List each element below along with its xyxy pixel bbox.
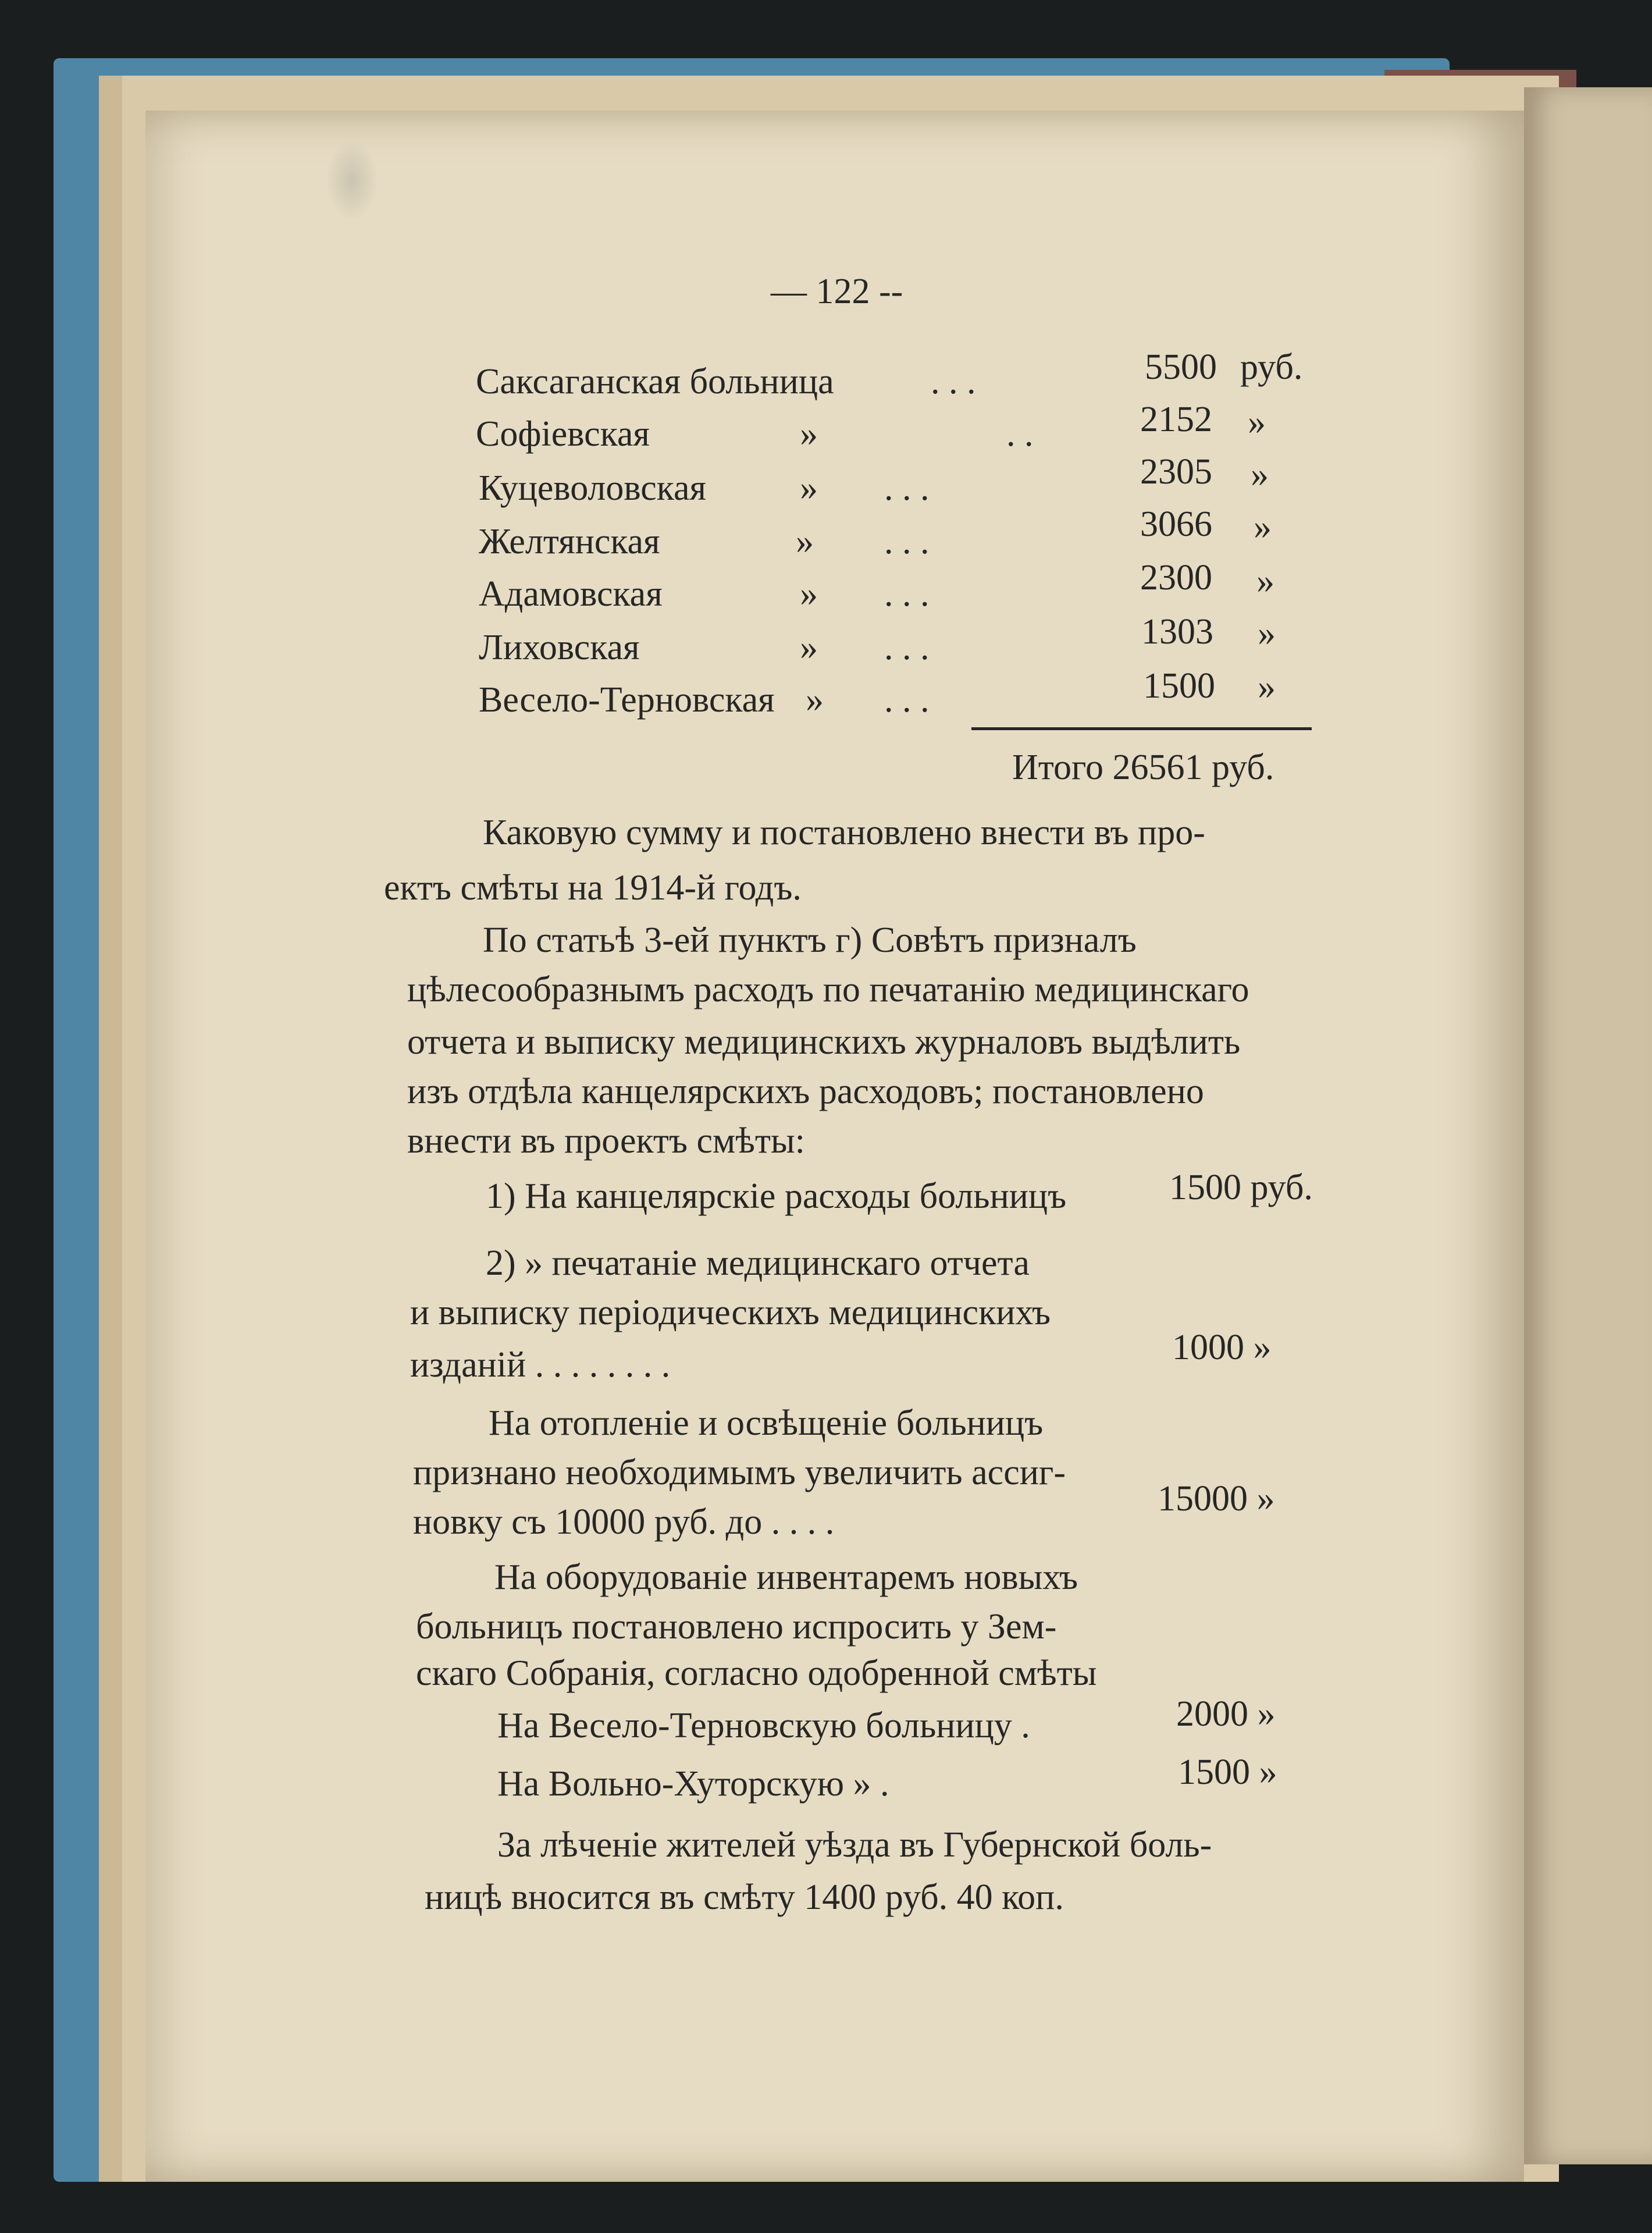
row-value: 2305 — [1140, 452, 1212, 492]
row-name: Куцеволовская — [479, 468, 707, 508]
text-line: новку съ 10000 руб. до . . . . — [413, 1502, 835, 1542]
book-page — [145, 111, 1524, 2182]
row-dots: . . . — [884, 574, 930, 614]
row-value: 1303 — [1141, 612, 1213, 652]
row-mark: » — [800, 468, 818, 508]
row-unit: » — [1256, 561, 1274, 601]
text-line: изданій . . . . . . . . — [410, 1345, 671, 1385]
text-line: внести въ проектъ смѣты: — [407, 1121, 805, 1161]
row-name: Адамовская — [479, 574, 663, 614]
row-name: Весело-Терновская — [479, 680, 775, 720]
text-line: скаго Собранія, согласно одобренной смѣты — [416, 1654, 1097, 1693]
expense-item: На Весело-Терновскую больницу . — [497, 1706, 1030, 1745]
row-unit: » — [1258, 667, 1276, 707]
next-page-edge — [1524, 87, 1652, 2164]
row-dots: . . . — [884, 628, 930, 667]
row-name: Лиховская — [479, 628, 640, 667]
expense-value: 1500 » — [1178, 1752, 1277, 1792]
row-unit: руб. — [1240, 347, 1303, 387]
row-name: Желтянская — [479, 522, 660, 561]
text-line: По статьѣ 3-ей пунктъ г) Совѣтъ призналъ — [483, 920, 1137, 960]
library-stamp — [326, 140, 378, 221]
row-dots: . . . — [884, 522, 930, 561]
row-unit: » — [1251, 455, 1269, 495]
text-line: цѣлесообразнымъ расходъ по печатанію медицинскаго — [407, 970, 1249, 1009]
row-unit: » — [1254, 507, 1272, 547]
row-mark: » — [796, 522, 814, 561]
row-dots: . . . — [884, 680, 930, 720]
text-line: Каковую сумму и постановлено внести въ про- — [483, 813, 1205, 852]
row-dots: . . . — [884, 468, 930, 508]
total-rule — [971, 727, 1312, 730]
expense-value: 15000 » — [1158, 1479, 1275, 1519]
page-number: — 122 -- — [771, 272, 903, 311]
row-name: Софіевская — [476, 414, 650, 454]
text-line: ницѣ вносится въ смѣту 1400 руб. 40 коп. — [425, 1878, 1064, 1917]
row-unit: » — [1248, 403, 1266, 442]
expense-item: 2) » печатаніе медицинскаго отчета — [486, 1243, 1030, 1283]
row-value: 3066 — [1140, 504, 1212, 544]
text-line: признано необходимымъ увеличить ассиг- — [413, 1453, 1066, 1492]
row-dots: . . . — [931, 362, 976, 401]
row-mark: » — [800, 414, 818, 454]
text-line: отчета и выписку медицинскихъ журналовъ выдѣлить — [407, 1022, 1241, 1062]
text-line: За лѣченіе жителей уѣзда въ Губернской боль- — [497, 1825, 1212, 1865]
text-line: и выписку періодическихъ медицинскихъ — [410, 1293, 1051, 1332]
expense-value: 2000 » — [1176, 1694, 1276, 1734]
expense-item: 1) На канцелярскіе расходы больницъ — [486, 1176, 1067, 1216]
text-line: ектъ смѣты на 1914-й годъ. — [384, 868, 802, 908]
text-line: На отопленіе и освѣщеніе больницъ — [489, 1403, 1044, 1443]
row-name: Саксаганская больница — [476, 362, 834, 401]
row-value: 2300 — [1140, 558, 1212, 598]
row-unit: » — [1258, 614, 1276, 653]
row-value: 1500 — [1143, 666, 1215, 706]
expense-item: На Вольно-Хуторскую » . — [497, 1764, 889, 1804]
text-line: изъ отдѣла канцелярскихъ расходовъ; постановлено — [407, 1072, 1204, 1111]
row-dots: . . — [1006, 414, 1034, 454]
row-mark: » — [806, 680, 824, 720]
row-mark: » — [800, 574, 818, 614]
text-line: На оборудованіе инвентаремъ новыхъ — [494, 1558, 1078, 1597]
row-value: 2152 — [1140, 400, 1212, 439]
table-total: Итого 26561 руб. — [1012, 748, 1274, 787]
text-line: больницъ постановлено испросить у Зем- — [416, 1607, 1057, 1647]
expense-value: 1500 руб. — [1169, 1168, 1313, 1207]
expense-value: 1000 » — [1172, 1328, 1272, 1367]
row-mark: » — [800, 628, 818, 667]
row-value: 5500 — [1145, 347, 1217, 387]
